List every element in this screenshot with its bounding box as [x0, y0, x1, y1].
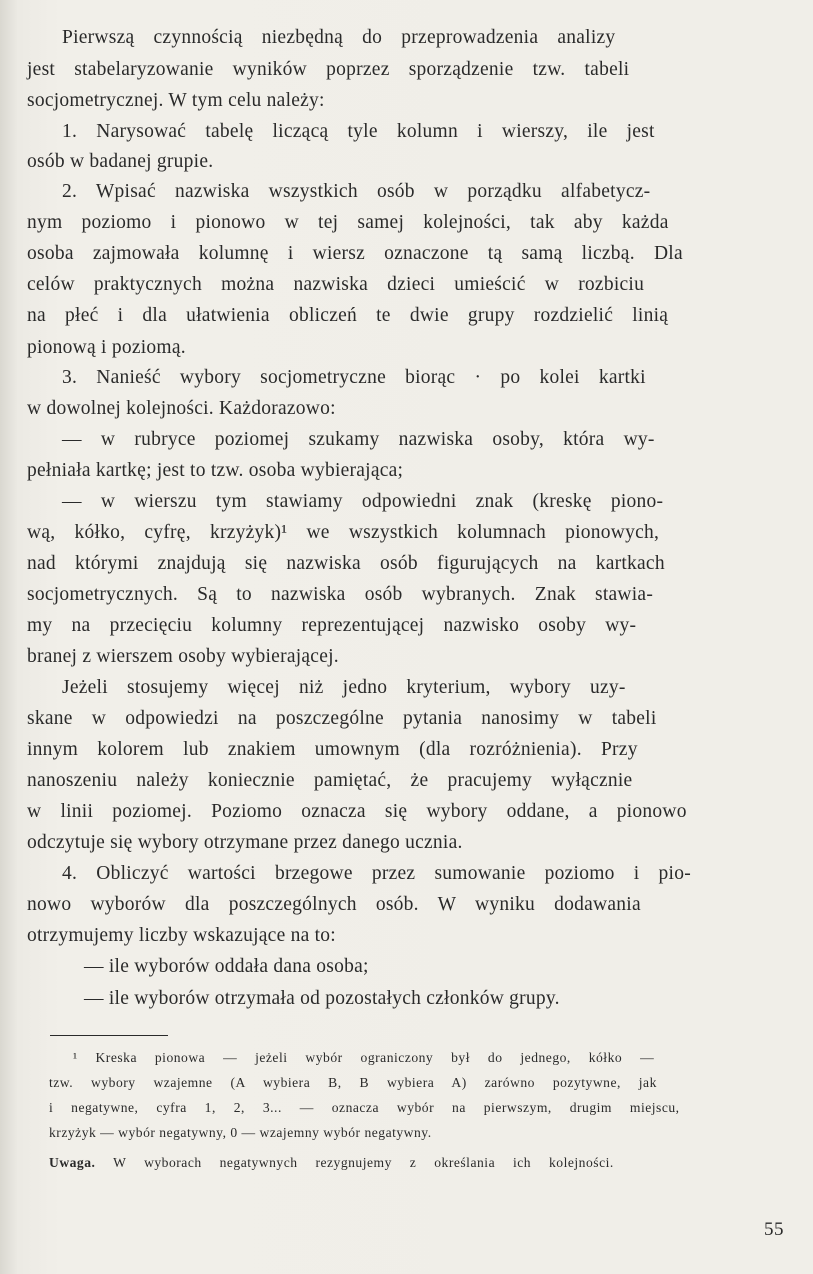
text-line: 4. Obliczyć wartości brzegowe przez sumowanie poziomo i pio-	[62, 863, 691, 884]
text-line: w linii poziomej. Poziomo oznacza się wybory oddane, a pionowo	[27, 801, 687, 822]
footnote-line: i negatywne, cyfra 1, 2, 3... — oznacza wybór na pierwszym, drugim miejscu,	[49, 1100, 680, 1115]
text-line: branej z wierszem osoby wybierającej.	[27, 646, 339, 667]
text-line: nad którymi znajdują się nazwiska osób figurujących na kartkach	[27, 553, 665, 574]
text-line: innym kolorem lub znakiem umownym (dla rozróżnienia). Przy	[27, 739, 638, 760]
footnote-line: krzyżyk — wybór negatywny, 0 — wzajemny wybór negatywny.	[49, 1125, 432, 1140]
footnote-line: ¹ Kreska pionowa — jeżeli wybór ograniczony był do jednego, kółko —	[73, 1050, 655, 1065]
text-line: pionową i poziomą.	[27, 337, 186, 358]
text-line: otrzymujemy liczby wskazujące na to:	[27, 925, 336, 946]
text-line: my na przecięciu kolumny reprezentującej nazwisko osoby wy-	[27, 615, 637, 636]
text-line: osoba zajmowała kolumnę i wiersz oznaczone tą samą liczbą. Dla	[27, 243, 683, 264]
text-line: socjometrycznej. W tym celu należy:	[27, 90, 325, 111]
text-line: na płeć i dla ułatwienia obliczeń te dwie grupy rozdzielić linią	[27, 305, 669, 326]
text-line: 2. Wpisać nazwiska wszystkich osób w porządku alfabetycz-	[62, 181, 651, 202]
text-line: nowo wyborów dla poszczególnych osób. W wyniku dodawania	[27, 894, 641, 915]
text-line: Pierwszą czynnością niezbędną do przeprowadzenia analizy	[62, 27, 616, 48]
text-line: Jeżeli stosujemy więcej niż jedno kryterium, wybory uzy-	[62, 677, 626, 698]
page-number: 55	[764, 1219, 784, 1240]
text-line: pełniała kartkę; jest to tzw. osoba wybierająca;	[27, 460, 404, 481]
text-line: wą, kółko, cyfrę, krzyżyk)¹ we wszystkich kolumnach pionowych,	[27, 522, 660, 543]
footnote-divider	[50, 1035, 168, 1036]
text-line: nanoszeniu należy koniecznie pamiętać, że pracujemy wyłącznie	[27, 770, 633, 791]
footnote-line: tzw. wybory wzajemne (A wybiera B, B wybiera A) zarówno pozytywne, jak	[49, 1075, 657, 1090]
note-line	[49, 1154, 614, 1172]
text-line: odczytuje się wybory otrzymane przez danego ucznia.	[27, 832, 463, 853]
text-line: osób w badanej grupie.	[27, 151, 214, 172]
text-line: — ile wyborów otrzymała od pozostałych członków grupy.	[84, 988, 560, 1009]
text-line: 1. Narysować tabelę liczącą tyle kolumn i wierszy, ile jest	[62, 121, 655, 142]
text-line: — ile wyborów oddała dana osoba;	[84, 956, 369, 977]
text-line: skane w odpowiedzi na poszczególne pytania nanosimy w tabeli	[27, 708, 657, 729]
text-line: w dowolnej kolejności. Każdorazowo:	[27, 398, 336, 419]
text-line: socjometrycznych. Są to nazwiska osób wybranych. Znak stawia-	[27, 584, 654, 605]
text-line: — w wierszu tym stawiamy odpowiedni znak (kreskę piono-	[62, 491, 664, 512]
text-line: — w rubryce poziomej szukamy nazwiska osoby, która wy-	[62, 429, 655, 450]
text-line: celów praktycznych można nazwiska dzieci umieścić w rozbiciu	[27, 274, 645, 295]
note-label: Uwaga.	[49, 1155, 96, 1170]
note-text: W wyborach negatywnych rezygnujemy z określania ich kolejności.	[95, 1155, 614, 1170]
text-line: jest stabelaryzowanie wyników poprzez sporządzenie tzw. tabeli	[27, 59, 630, 80]
text-line: 3. Nanieść wybory socjometryczne biorąc · po kolei kartki	[62, 367, 646, 388]
text-line: nym poziomo i pionowo w tej samej kolejności, tak aby każda	[27, 212, 669, 233]
